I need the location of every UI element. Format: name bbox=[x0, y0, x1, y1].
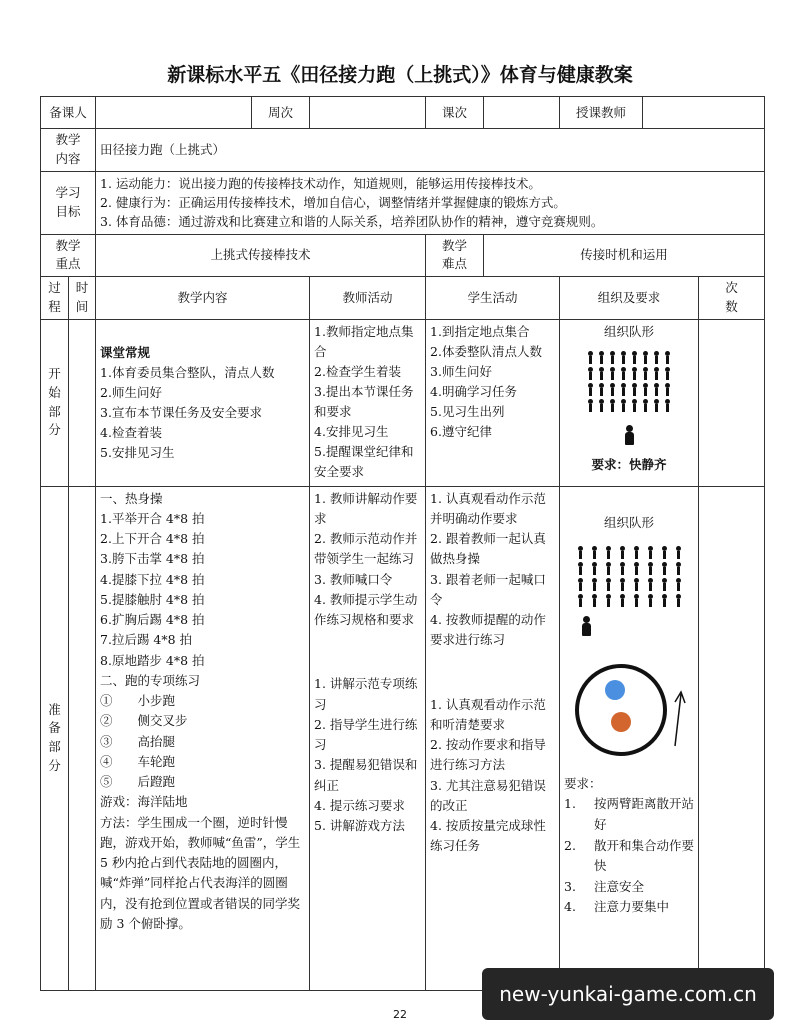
student-figure bbox=[620, 546, 625, 559]
list-item: 1. 认真观看动作示范并明确动作要求 bbox=[430, 490, 546, 526]
col-student: 学生活动 bbox=[426, 277, 560, 320]
student-figure bbox=[654, 383, 659, 396]
list-item: 1. 讲解示范专项练习 bbox=[314, 676, 418, 712]
student-figure bbox=[634, 562, 639, 575]
list-item: 7.拉后踢 4*8 拍 bbox=[100, 632, 193, 648]
student-figure bbox=[662, 562, 667, 575]
student-figure bbox=[676, 546, 681, 559]
list-item: 4. 按教师提醒的动作要求进行练习 bbox=[430, 612, 546, 648]
student-figure bbox=[606, 594, 611, 607]
list-item: 2.上下开合 4*8 拍 bbox=[100, 531, 205, 547]
list-item: 4.明确学习任务 bbox=[430, 383, 517, 399]
student-figure bbox=[665, 399, 670, 412]
student-figure bbox=[665, 367, 670, 380]
list-item: 方法：学生围成一个圈，逆时针慢跑，游戏开始，教师喊“鱼雷”，学生 5 秒内抢占到代表陆地的圆圈内，喊“炸弹”同样抢占代表海洋的圆圈内，没有抢到位置或者错误的同学奖励 3 个俯卧撑。 bbox=[100, 814, 301, 931]
student-figure bbox=[620, 562, 625, 575]
student-figure bbox=[588, 351, 593, 364]
student-figure bbox=[599, 383, 604, 396]
list-item: 5.提醒课堂纪律和安全要求 bbox=[314, 443, 414, 479]
objectives-label: 学习 目标 bbox=[41, 171, 96, 234]
list-item: 4. 按质按量完成球性练习任务 bbox=[430, 818, 546, 854]
student-figure bbox=[592, 546, 597, 559]
list-item: 4.安排见习生 bbox=[314, 423, 389, 439]
student-figure bbox=[621, 399, 626, 412]
list-item: 一、热身操 bbox=[100, 490, 163, 506]
student-figure bbox=[599, 399, 604, 412]
student-figure bbox=[606, 578, 611, 591]
list-item: 2. 按动作要求和指导进行练习方法 bbox=[430, 737, 546, 773]
student-figure bbox=[643, 367, 648, 380]
list-item: 2.师生问好 bbox=[100, 384, 162, 400]
prep-student bbox=[426, 486, 560, 990]
student-figure bbox=[632, 383, 637, 396]
game-circle bbox=[577, 666, 665, 754]
list-item: 5. 讲解游戏方法 bbox=[314, 818, 405, 834]
col-times: 次 数 bbox=[699, 277, 765, 320]
student-figure bbox=[620, 594, 625, 607]
student-figure bbox=[578, 562, 583, 575]
formation-title: 组织队形 bbox=[604, 323, 655, 339]
list-item: 3. 提醒易犯错误和纠正 bbox=[314, 757, 418, 793]
prep-teacher bbox=[310, 486, 426, 990]
list-item: 2.检查学生着装 bbox=[314, 363, 401, 379]
formation-requirement: 要求：快静齐 bbox=[591, 456, 667, 472]
student-figure bbox=[662, 594, 667, 607]
difficulty-value: 传接时机和运用 bbox=[484, 234, 765, 277]
student-figure bbox=[578, 594, 583, 607]
student-figure bbox=[643, 399, 648, 412]
student-figure bbox=[578, 546, 583, 559]
objective-item: 3. 体育品德：通过游戏和比赛建立和谐的人际关系，培养团队协作的精神，遵守竞赛规则。 bbox=[100, 214, 604, 230]
objective-item: 1. 运动能力：说出接力跑的传接棒技术动作，知道规则，能够运用传接棒技术。 bbox=[100, 175, 541, 191]
list-item: 8.原地踏步 4*8 拍 bbox=[100, 652, 205, 668]
student-figure bbox=[662, 546, 667, 559]
requirements-label: 要求： bbox=[564, 775, 602, 791]
content-value: 田径接力跑（上挑式） bbox=[96, 129, 765, 172]
list-item: 1.到指定地点集合 bbox=[430, 323, 530, 339]
list-item: ⑤ 后蹬跑 bbox=[100, 774, 176, 790]
list-item: 3.提出本节课任务和要求 bbox=[314, 383, 414, 419]
list-item: 1.平举开合 4*8 拍 bbox=[100, 510, 205, 526]
student-figure bbox=[665, 383, 670, 396]
land-circle bbox=[605, 680, 625, 700]
student-figure bbox=[599, 351, 604, 364]
student-figure bbox=[648, 562, 653, 575]
list-item: 1.教师指定地点集合 bbox=[314, 323, 414, 359]
start-content bbox=[96, 319, 310, 486]
objectives-list bbox=[96, 171, 765, 234]
col-process: 过 程 bbox=[41, 277, 69, 320]
student-figure bbox=[621, 383, 626, 396]
prep-times bbox=[699, 486, 765, 990]
list-item: 5.提膝触肘 4*8 拍 bbox=[100, 591, 205, 607]
student-figure bbox=[632, 367, 637, 380]
student-figure bbox=[648, 546, 653, 559]
prep-requirements bbox=[564, 774, 694, 918]
col-teacher: 教师活动 bbox=[310, 277, 426, 320]
phase-prep: 准 备 部 分 bbox=[41, 486, 69, 990]
list-item: 1. 认真观看动作示范和听清楚要求 bbox=[430, 696, 546, 732]
student-figure bbox=[610, 351, 615, 364]
list-item: 4. 教师提示学生动作练习规格和要求 bbox=[314, 591, 418, 628]
list-item: 5.安排见习生 bbox=[100, 444, 175, 460]
student-figure bbox=[676, 562, 681, 575]
student-figure bbox=[665, 351, 670, 364]
student-figure bbox=[648, 594, 653, 607]
prep-formation bbox=[564, 513, 694, 760]
student-figure bbox=[578, 578, 583, 591]
student-figure bbox=[654, 351, 659, 364]
student-grid bbox=[578, 543, 681, 610]
student-figure bbox=[634, 546, 639, 559]
student-figure bbox=[643, 351, 648, 364]
student-figure bbox=[634, 578, 639, 591]
student-figure bbox=[632, 399, 637, 412]
list-item: 2. 指导学生进行练习 bbox=[314, 716, 418, 753]
list-item: 3. 尤其注意易犯错误的改正 bbox=[430, 777, 546, 813]
requirement-item: 2. 散开和集合动作要快 bbox=[564, 837, 695, 874]
watermark-label: new-yunkai-game.com.cn bbox=[482, 968, 774, 1020]
student-figure bbox=[588, 383, 593, 396]
requirement-item: 1. 按两臂距离散开站好 bbox=[564, 796, 695, 832]
student-figure bbox=[648, 578, 653, 591]
list-item: 3.宣布本节课任务及安全要求 bbox=[100, 404, 262, 420]
game-circle-diagram bbox=[559, 660, 699, 760]
student-grid bbox=[588, 348, 670, 415]
ocean-circle bbox=[611, 712, 631, 732]
student-figure bbox=[592, 578, 597, 591]
list-item: 3.胯下击掌 4*8 拍 bbox=[100, 551, 205, 567]
list-item: 4. 提示练习要求 bbox=[314, 797, 405, 813]
student-figure bbox=[654, 367, 659, 380]
list-item: ④ 车轮跑 bbox=[100, 753, 176, 769]
key-point-value: 上挑式传接棒技术 bbox=[96, 234, 426, 277]
start-formation bbox=[564, 322, 694, 475]
key-point-label: 教学 重点 bbox=[41, 234, 96, 277]
student-figure bbox=[676, 578, 681, 591]
week-value bbox=[310, 97, 426, 129]
list-item: 4.提膝下拉 4*8 拍 bbox=[100, 571, 205, 587]
student-figure bbox=[621, 351, 626, 364]
start-teacher bbox=[310, 319, 426, 486]
col-organization: 组织及要求 bbox=[560, 277, 699, 320]
student-figure bbox=[588, 367, 593, 380]
preparer-value bbox=[96, 97, 252, 129]
col-content: 教学内容 bbox=[96, 277, 310, 320]
list-item: ③ 高抬腿 bbox=[100, 733, 176, 749]
difficulty-label: 教学 难点 bbox=[426, 234, 484, 277]
lesson-plan-table bbox=[40, 96, 765, 991]
student-figure bbox=[621, 367, 626, 380]
list-item: 6.扩胸后踢 4*8 拍 bbox=[100, 612, 205, 628]
list-item: 1. 教师讲解动作要求 bbox=[314, 490, 418, 526]
list-item: 6.遵守纪律 bbox=[430, 423, 492, 439]
col-time: 时 间 bbox=[69, 277, 96, 320]
formation-title: 组织队形 bbox=[604, 514, 655, 530]
start-organization bbox=[560, 319, 699, 486]
student-figure bbox=[620, 578, 625, 591]
teacher-figure bbox=[625, 425, 634, 451]
preparer-label: 备课人 bbox=[41, 97, 96, 129]
teacher-label: 授课教师 bbox=[560, 97, 643, 129]
list-item: 2.体委整队清点人数 bbox=[430, 343, 542, 359]
teacher-value bbox=[643, 97, 765, 129]
start-heading: 课堂常规 bbox=[100, 344, 151, 360]
lesson-label: 课次 bbox=[426, 97, 484, 129]
phase-start: 开 始 部 分 bbox=[41, 319, 69, 486]
start-student bbox=[426, 319, 560, 486]
list-item: ① 小步跑 bbox=[100, 693, 176, 709]
list-item: 4.检查着装 bbox=[100, 424, 162, 440]
list-item: 2. 跟着教师一起认真做热身操 bbox=[430, 531, 546, 567]
student-figure bbox=[592, 594, 597, 607]
requirement-item: 4. 注意力要集中 bbox=[564, 899, 670, 915]
teacher-figure bbox=[582, 616, 591, 642]
student-figure bbox=[588, 399, 593, 412]
student-figure bbox=[643, 383, 648, 396]
objective-item: 2. 健康行为：正确运用传接棒技术，增加自信心，调整情绪并掌握健康的锻炼方式。 bbox=[100, 194, 566, 210]
content-label: 教学 内容 bbox=[41, 129, 96, 172]
student-figure bbox=[634, 594, 639, 607]
lesson-value bbox=[484, 97, 560, 129]
list-item: 1.体育委员集合整队，清点人数 bbox=[100, 364, 275, 380]
list-item: 5.见习生出列 bbox=[430, 403, 505, 419]
start-times bbox=[699, 319, 765, 486]
list-item: 二、跑的专项练习 bbox=[100, 672, 201, 688]
student-figure bbox=[599, 367, 604, 380]
list-item: 3.师生问好 bbox=[430, 363, 492, 379]
student-figure bbox=[606, 562, 611, 575]
list-item: 游戏：海洋陆地 bbox=[100, 794, 188, 810]
list-item: 3. 跟着老师一起喊口令 bbox=[430, 571, 546, 607]
student-figure bbox=[610, 399, 615, 412]
prep-time bbox=[69, 486, 96, 990]
student-figure bbox=[610, 383, 615, 396]
student-figure bbox=[662, 578, 667, 591]
requirement-item: 3. 注意安全 bbox=[564, 878, 645, 894]
student-figure bbox=[606, 546, 611, 559]
student-figure bbox=[592, 562, 597, 575]
list-item: 2. 教师示范动作并带领学生一起练习 bbox=[314, 531, 418, 567]
start-time bbox=[69, 319, 96, 486]
student-figure bbox=[632, 351, 637, 364]
page-number: 22 bbox=[393, 1008, 407, 1021]
student-figure bbox=[610, 367, 615, 380]
student-figure bbox=[654, 399, 659, 412]
week-label: 周次 bbox=[252, 97, 310, 129]
list-item: ② 侧交叉步 bbox=[100, 713, 188, 729]
prep-content bbox=[96, 486, 310, 990]
page-title: 新课标水平五《田径接力跑（上挑式）》体育与健康教案 bbox=[167, 64, 633, 86]
prep-organization bbox=[560, 486, 699, 990]
student-figure bbox=[676, 594, 681, 607]
list-item: 3. 教师喊口令 bbox=[314, 571, 393, 587]
